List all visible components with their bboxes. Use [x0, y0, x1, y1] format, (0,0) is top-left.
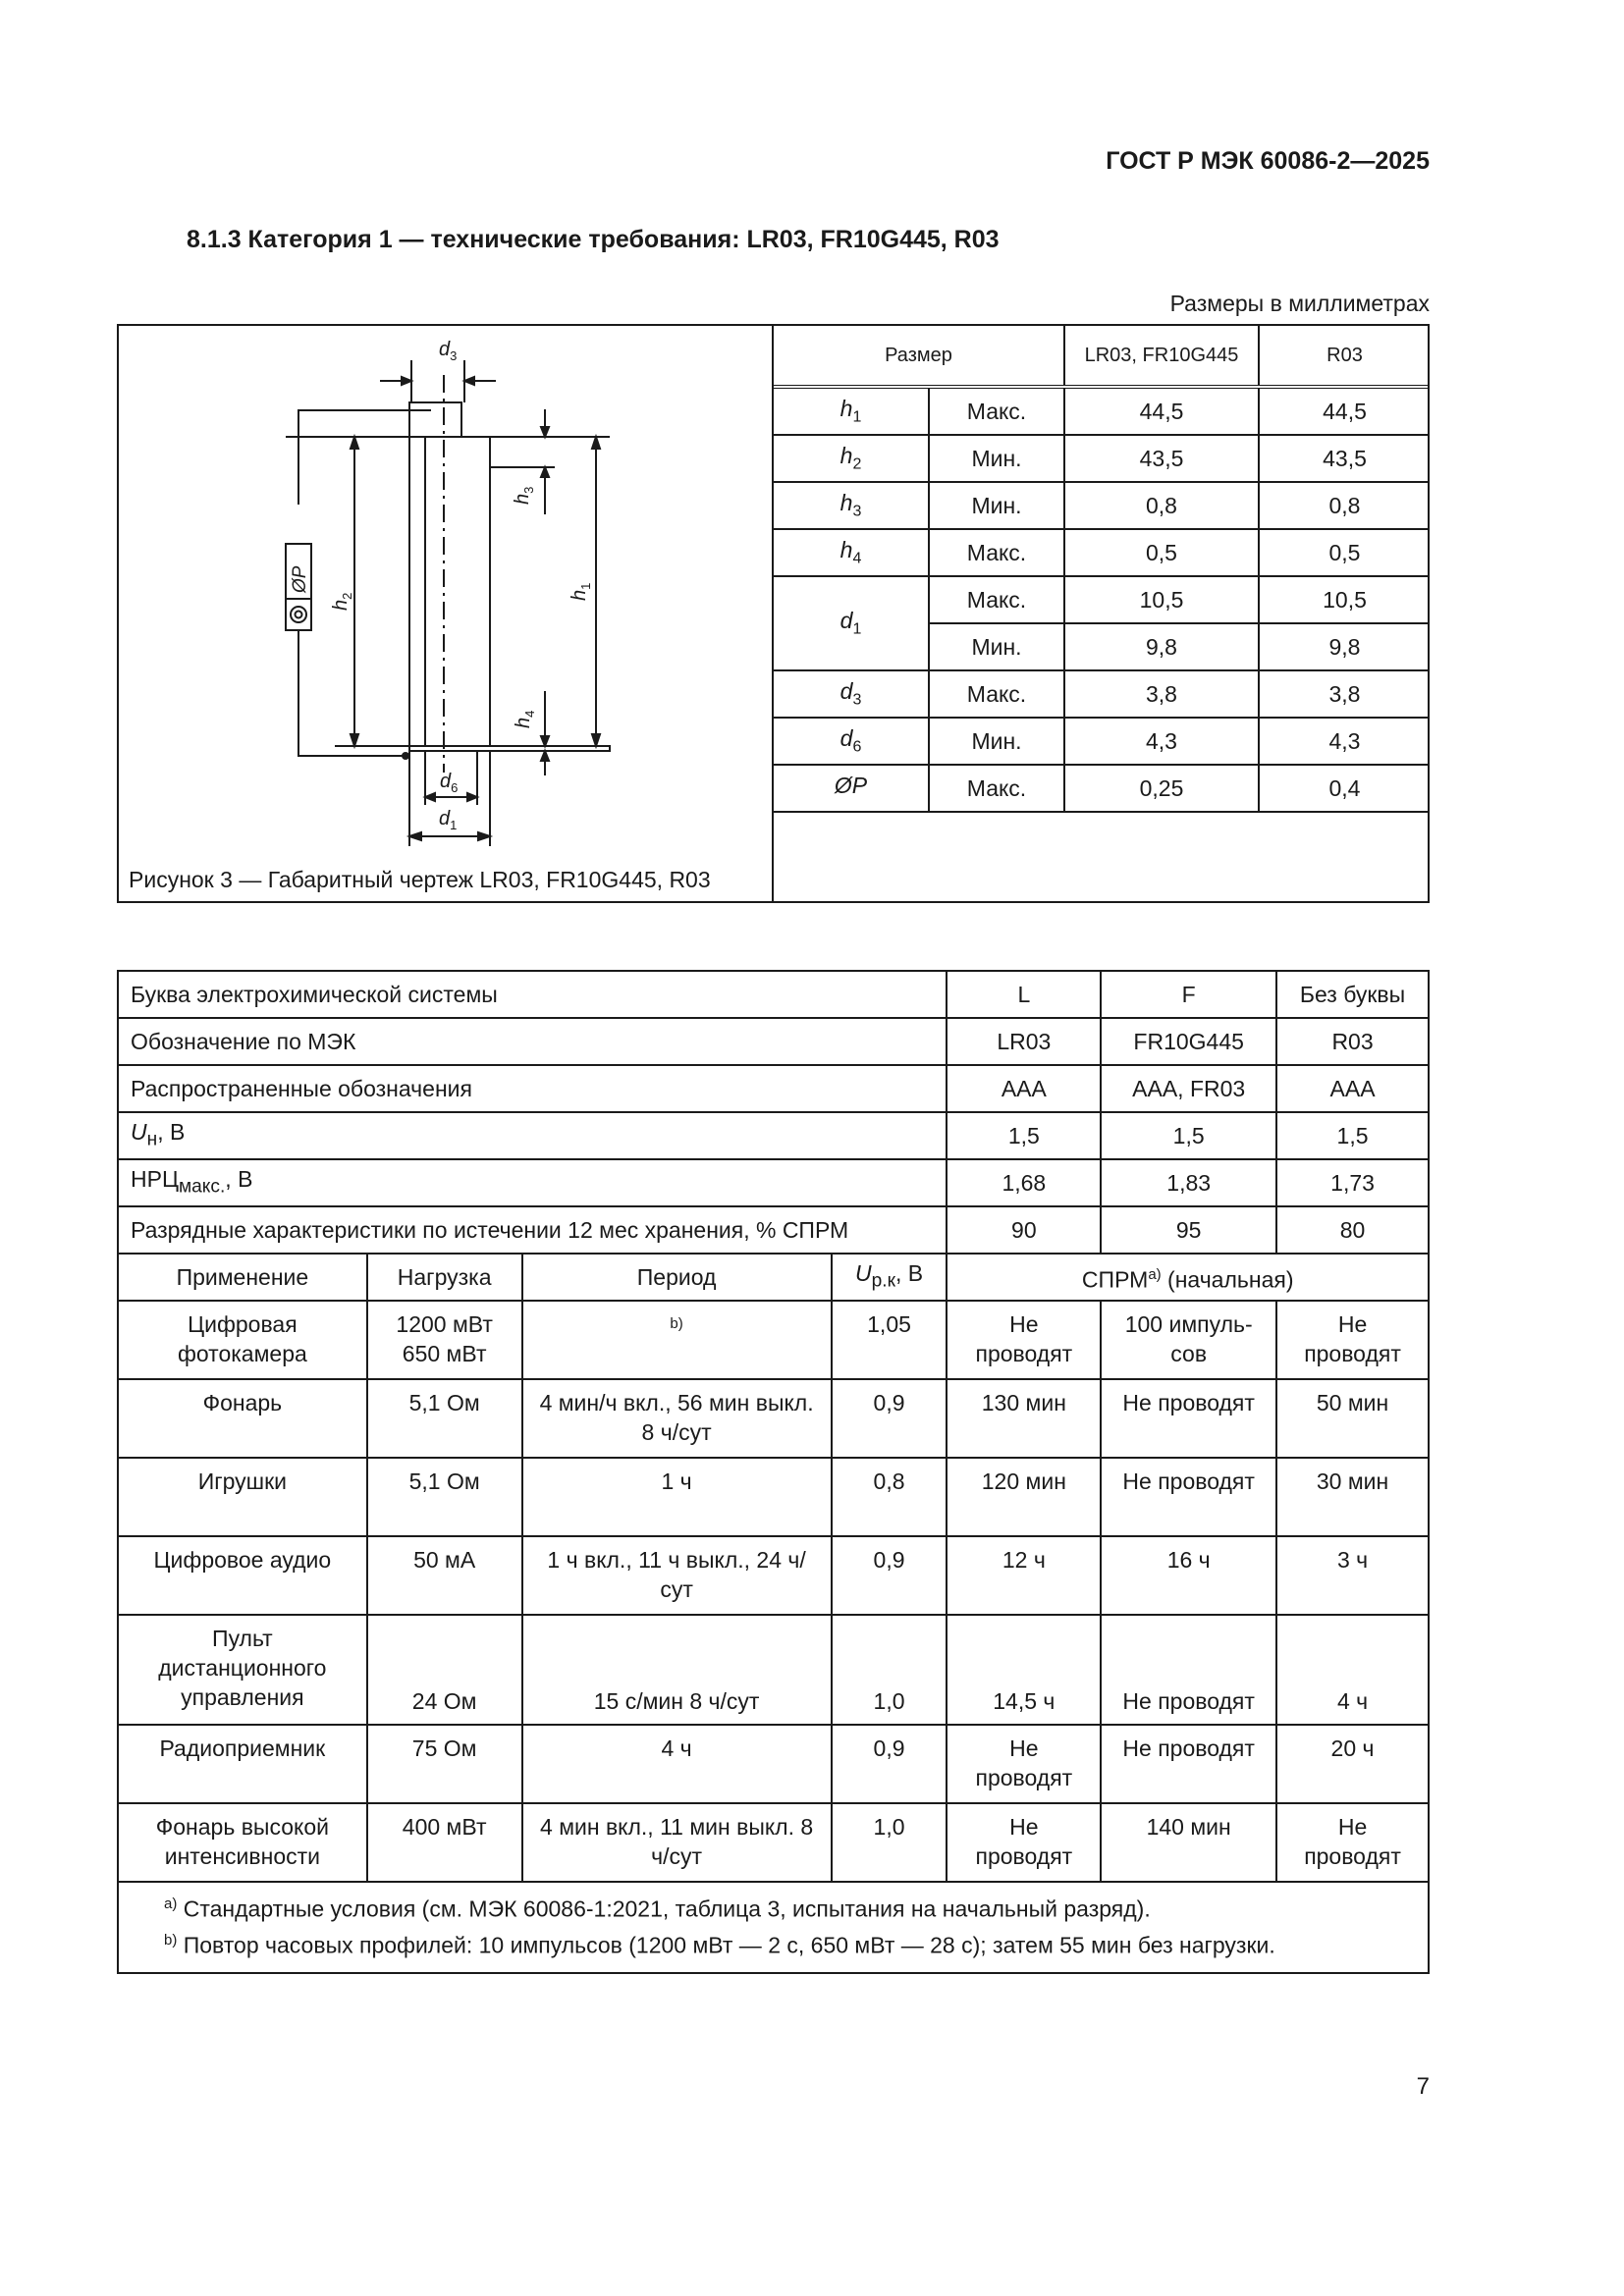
application-cutoff: 0,9: [832, 1379, 947, 1458]
application-cutoff: 1,05: [832, 1301, 947, 1379]
application-none: 20 ч: [1276, 1725, 1429, 1803]
application-cutoff: 1,0: [832, 1803, 947, 1882]
dims-limit: Мин.: [929, 435, 1064, 482]
phi-p-label: ØP: [290, 565, 310, 593]
dims-value-r03: 43,5: [1259, 435, 1430, 482]
application-none: Не проводят: [1276, 1803, 1429, 1882]
application-load: 50 мА: [367, 1536, 522, 1615]
application-period: 4 ч: [522, 1725, 832, 1803]
spec-row: [118, 1159, 1429, 1206]
dims-symbol: $h_3$: [774, 482, 929, 529]
tolerance-leader-top: [298, 410, 431, 505]
spec-row: [118, 1206, 1429, 1254]
application-l: Не проводят: [947, 1301, 1101, 1379]
dims-value-lr03: 0,5: [1064, 529, 1259, 576]
spec-value-f: AAA, FR03: [1101, 1065, 1276, 1112]
application-l: 120 мин: [947, 1458, 1101, 1536]
dims-row: [774, 435, 1430, 482]
application-load: 1200 мВт 650 мВт: [367, 1301, 522, 1379]
spec-value-none: R03: [1276, 1018, 1429, 1065]
dims-limit: Макс.: [929, 765, 1064, 812]
dims-value-r03: 0,5: [1259, 529, 1430, 576]
section-title: 8.1.3 Категория 1 — технические требования: LR03, FR10G445, R03: [187, 226, 1000, 253]
h4-label: $h_4$: [513, 710, 537, 728]
application-l: Не проводят: [947, 1803, 1101, 1882]
header-period: Период: [522, 1254, 832, 1301]
spec-value-f: 95: [1101, 1206, 1276, 1254]
application-cutoff: 0,8: [832, 1458, 947, 1536]
application-name: Фонарь высокой интенсивности: [118, 1803, 367, 1882]
application-none: 4 ч: [1276, 1615, 1429, 1725]
application-f: Не проводят: [1101, 1615, 1276, 1725]
spec-row: [118, 971, 1429, 1018]
spec-label: Разрядные характеристики по истечении 12 мес хранения, % СПРМ: [118, 1206, 947, 1254]
application-cutoff: 1,0: [832, 1615, 947, 1725]
spec-value-l: 1,5: [947, 1112, 1101, 1159]
dims-value-lr03: 9,8: [1064, 623, 1259, 670]
units-note: Размеры в миллиметрах: [1169, 291, 1430, 316]
dims-limit: Мин.: [929, 482, 1064, 529]
dims-row: [774, 529, 1430, 576]
dims-symbol: ØP: [774, 765, 929, 812]
header-sprm: СПРМ$^{a)}$ (начальная): [947, 1254, 1429, 1301]
dims-symbol: $d_3$: [774, 670, 929, 718]
application-name: Пульт дистанционного управления: [118, 1615, 367, 1725]
header-load: Нагрузка: [367, 1254, 522, 1301]
h2-label: $h_2$: [330, 592, 354, 611]
spec-row: [118, 1018, 1429, 1065]
figure-caption: Рисунок 3 — Габаритный чертеж LR03, FR10G445, R03: [129, 867, 711, 892]
dims-value-lr03: 44,5: [1064, 387, 1259, 435]
application-f: Не проводят: [1101, 1379, 1276, 1458]
dims-symbol: $h_2$: [774, 435, 929, 482]
dims-limit: Макс.: [929, 576, 1064, 623]
dims-header-r03: R03: [1259, 326, 1430, 387]
application-cutoff: 0,9: [832, 1536, 947, 1615]
application-none: 30 мин: [1276, 1458, 1429, 1536]
application-cutoff: 0,9: [832, 1725, 947, 1803]
application-none: Не проводят: [1276, 1301, 1429, 1379]
dims-value-r03: 0,8: [1259, 482, 1430, 529]
dims-limit: Макс.: [929, 529, 1064, 576]
dims-value-lr03: 4,3: [1064, 718, 1259, 765]
spec-value-l: L: [947, 971, 1101, 1018]
application-period: 1 ч: [522, 1458, 832, 1536]
spec-label: $U_н$, В: [118, 1112, 947, 1159]
spec-row: [118, 1065, 1429, 1112]
application-l: 130 мин: [947, 1379, 1101, 1458]
header-application: Применение: [118, 1254, 367, 1301]
dims-value-r03: 9,8: [1259, 623, 1430, 670]
application-f: 100 импуль-сов: [1101, 1301, 1276, 1379]
footnotes: [118, 1882, 1429, 1973]
footnote-a: $^{a)}$ Стандартные условия (см. МЭК 60086-1:2021, таблица 3, испытания на начальный разряд).: [164, 1896, 1151, 1922]
dims-header-row: [774, 326, 1430, 387]
spec-value-f: 1,83: [1101, 1159, 1276, 1206]
spec-value-f: 1,5: [1101, 1112, 1276, 1159]
application-f: 140 мин: [1101, 1803, 1276, 1882]
dimensions-table: [774, 326, 1430, 813]
application-period: 1 ч вкл., 11 ч выкл., 24 ч/сут: [522, 1536, 832, 1615]
application-row: [118, 1301, 1429, 1379]
spec-value-none: 1,73: [1276, 1159, 1429, 1206]
dims-value-lr03: 0,8: [1064, 482, 1259, 529]
dims-row: [774, 576, 1430, 623]
bottom-terminal: [425, 751, 477, 777]
page-number: 7: [1416, 2073, 1430, 2100]
dims-limit: Макс.: [929, 670, 1064, 718]
application-row: [118, 1536, 1429, 1615]
figure-panel: [119, 326, 774, 901]
spec-value-f: FR10G445: [1101, 1018, 1276, 1065]
header-cutoff-voltage: $U_{р.к}$, В: [832, 1254, 947, 1301]
application-l: 14,5 ч: [947, 1615, 1101, 1725]
spec-value-l: AAA: [947, 1065, 1101, 1112]
dims-value-lr03: 43,5: [1064, 435, 1259, 482]
dims-row: [774, 765, 1430, 812]
spec-label: Буква электрохимической системы: [118, 971, 947, 1018]
spec-label: Обозначение по МЭК: [118, 1018, 947, 1065]
document-header: ГОСТ Р МЭК 60086-2—2025: [1106, 147, 1430, 175]
application-none: 50 мин: [1276, 1379, 1429, 1458]
d3-label: $d_3$: [439, 339, 458, 363]
footnote-b: $^{b)}$ Повтор часовых профилей: 10 импульсов (1200 мВт — 2 с, 650 мВт — 28 с); затем 55 мин без нагрузки.: [164, 1931, 1275, 1958]
dims-symbol: $d_1$: [774, 576, 929, 670]
concentricity-icon: [291, 607, 306, 622]
application-header-row: [118, 1254, 1429, 1301]
application-name: Фонарь: [118, 1379, 367, 1458]
application-f: Не проводят: [1101, 1458, 1276, 1536]
dims-row: [774, 482, 1430, 529]
application-period: 4 мин/ч вкл., 56 мин выкл. 8 ч/сут: [522, 1379, 832, 1458]
application-load: 5,1 Ом: [367, 1379, 522, 1458]
battery-drawing: [119, 326, 772, 901]
application-f: 16 ч: [1101, 1536, 1276, 1615]
characteristics-table: [117, 970, 1430, 1974]
dims-value-r03: 44,5: [1259, 387, 1430, 435]
application-period: 15 с/мин 8 ч/сут: [522, 1615, 832, 1725]
spec-value-none: 80: [1276, 1206, 1429, 1254]
application-load: 400 мВт: [367, 1803, 522, 1882]
application-row: [118, 1615, 1429, 1725]
dims-symbol: $d_6$: [774, 718, 929, 765]
dims-row: [774, 670, 1430, 718]
spec-value-none: Без буквы: [1276, 971, 1429, 1018]
spec-value-l: 90: [947, 1206, 1101, 1254]
notes-row: [118, 1882, 1429, 1973]
dims-limit: Мин.: [929, 623, 1064, 670]
application-load: 24 Ом: [367, 1615, 522, 1725]
dims-symbol: $h_4$: [774, 529, 929, 576]
dims-row: [774, 718, 1430, 765]
application-name: Цифровое аудио: [118, 1536, 367, 1615]
application-f: Не проводят: [1101, 1725, 1276, 1803]
spec-value-f: F: [1101, 971, 1276, 1018]
application-none: 3 ч: [1276, 1536, 1429, 1615]
application-l: 12 ч: [947, 1536, 1101, 1615]
dims-value-r03: 0,4: [1259, 765, 1430, 812]
application-row: [118, 1458, 1429, 1536]
dims-header-size: Размер: [774, 326, 1064, 387]
dims-header-lr03: LR03, FR10G445: [1064, 326, 1259, 387]
spec-label: Распространенные обозначения: [118, 1065, 947, 1112]
d1-label: $d_1$: [439, 808, 458, 832]
application-row: [118, 1379, 1429, 1458]
application-name: Радиоприемник: [118, 1725, 367, 1803]
application-l: Не проводят: [947, 1725, 1101, 1803]
dimensions-block: [117, 324, 1430, 903]
dims-value-lr03: 0,25: [1064, 765, 1259, 812]
application-load: 5,1 Ом: [367, 1458, 522, 1536]
dims-row: [774, 387, 1430, 435]
dims-value-lr03: 3,8: [1064, 670, 1259, 718]
d6-label: $d_6$: [440, 771, 459, 795]
spec-value-none: AAA: [1276, 1065, 1429, 1112]
dims-value-r03: 3,8: [1259, 670, 1430, 718]
application-row: [118, 1803, 1429, 1882]
dims-limit: Мин.: [929, 718, 1064, 765]
h3-label: $h_3$: [512, 486, 536, 505]
application-load: 75 Ом: [367, 1725, 522, 1803]
spec-value-none: 1,5: [1276, 1112, 1429, 1159]
application-period: b): [522, 1301, 832, 1379]
application-name: Игрушки: [118, 1458, 367, 1536]
spec-value-l: 1,68: [947, 1159, 1101, 1206]
dims-value-r03: 10,5: [1259, 576, 1430, 623]
dims-limit: Макс.: [929, 387, 1064, 435]
spec-value-l: LR03: [947, 1018, 1101, 1065]
h1-label: $h_1$: [568, 582, 593, 601]
top-terminal: [409, 402, 610, 437]
spec-row: [118, 1112, 1429, 1159]
application-row: [118, 1725, 1429, 1803]
dims-symbol: $h_1$: [774, 387, 929, 435]
application-name: Цифровая фотокамера: [118, 1301, 367, 1379]
dims-value-lr03: 10,5: [1064, 576, 1259, 623]
application-period: 4 мин вкл., 11 мин выкл. 8 ч/сут: [522, 1803, 832, 1882]
spec-label: $НРЦ_{макс.}$, В: [118, 1159, 947, 1206]
dims-value-r03: 4,3: [1259, 718, 1430, 765]
